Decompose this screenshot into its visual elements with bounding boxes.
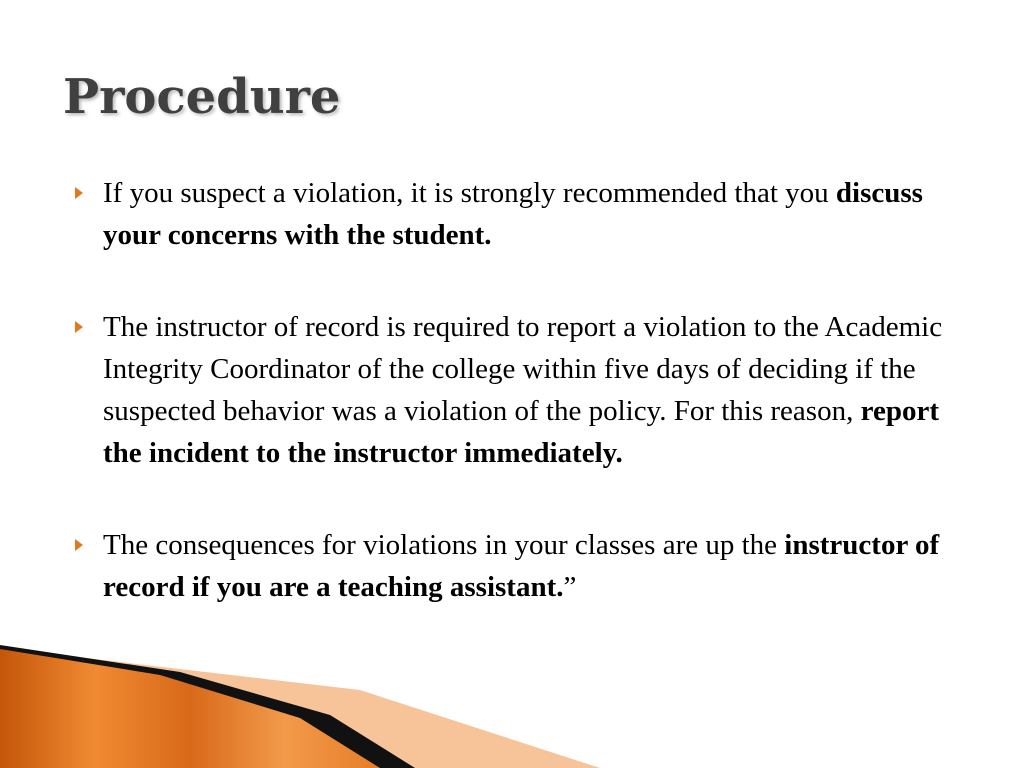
bullet-bold-text: report the incident to the instructor immediately. xyxy=(103,395,939,469)
bullet-bold-text: discuss your concerns with the student. xyxy=(103,177,923,251)
bullet-text: The instructor of record is required to report a violation to the Academic Integrity Coordinator of the college within five days of deciding if the suspected behavior was a violation of the policy. For this reason, xyxy=(103,311,943,427)
arrow-bullet-icon xyxy=(75,321,83,333)
bullet-item-consequences xyxy=(70,524,970,608)
bullet-tail-text: ” xyxy=(563,571,577,603)
bullet-item-discuss xyxy=(70,172,970,256)
bullet-text: If you suspect a violation, it is strongly recommended that you xyxy=(103,177,836,209)
bullet-item-report xyxy=(70,306,970,474)
bullet-list xyxy=(70,172,970,608)
bullet-bold-text: instructor of record if you are a teaching assistant. xyxy=(103,529,940,603)
bullet-text: The consequences for violations in your classes are up the xyxy=(103,529,785,561)
arrow-bullet-icon xyxy=(75,187,83,199)
arrow-bullet-icon xyxy=(75,539,83,551)
slide-title: Procedure xyxy=(63,69,341,125)
